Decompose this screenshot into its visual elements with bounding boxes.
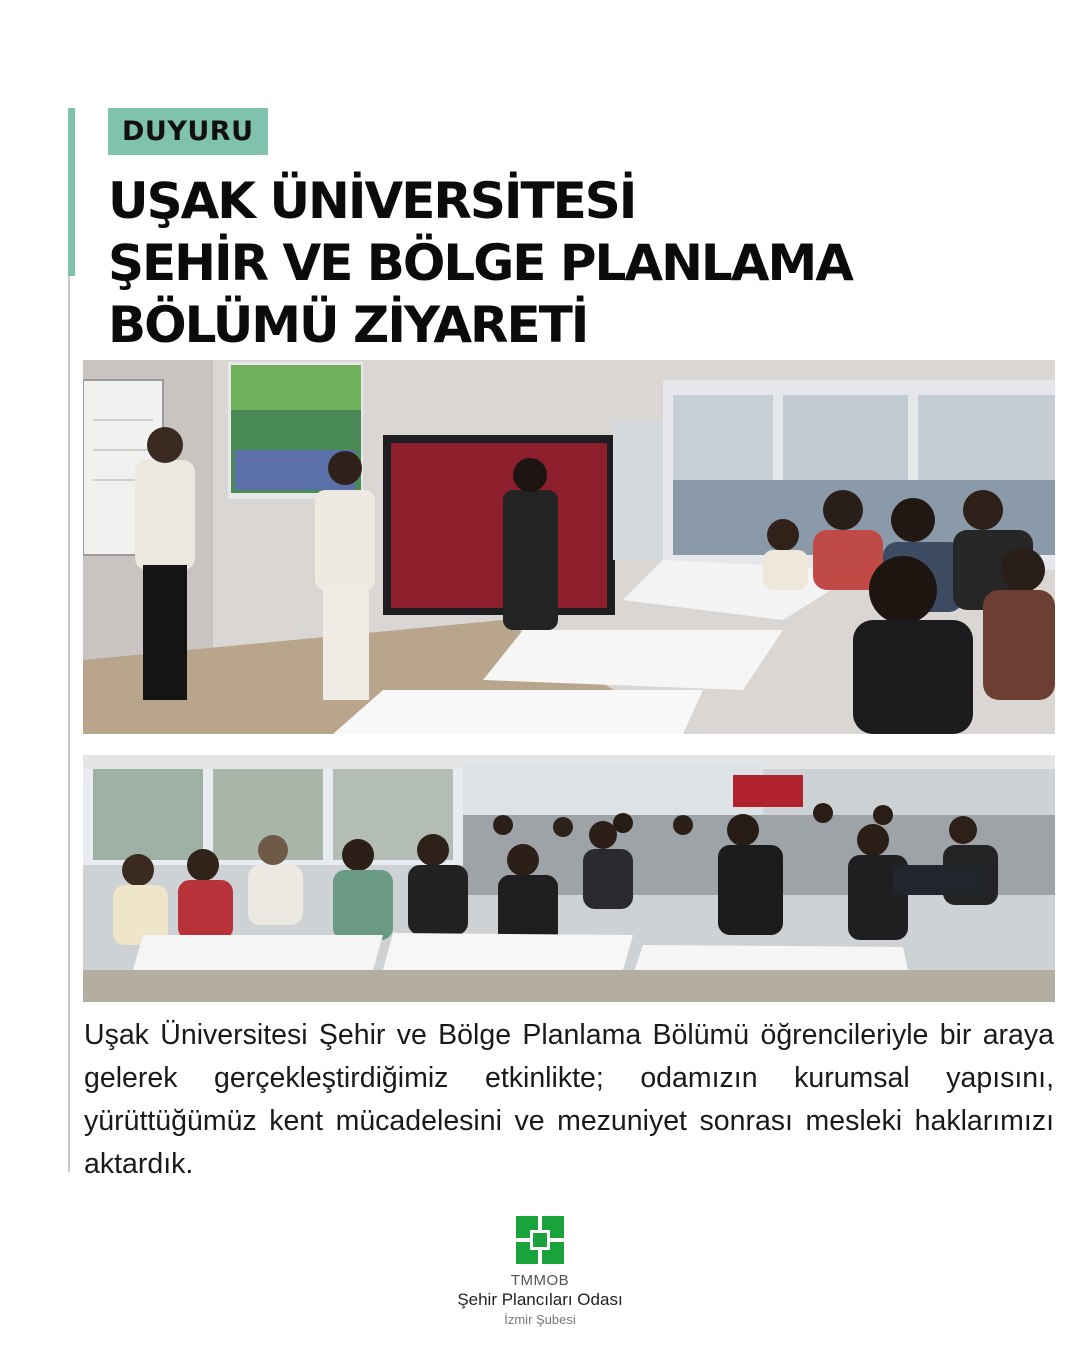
side-divider-line <box>68 276 70 1172</box>
page-title <box>108 170 1008 356</box>
announcement-body: Uşak Üniversitesi Şehir ve Bölge Planlama Bölümü öğrencileriyle bir araya gelerek gerçekleştirdiğimiz etkinlikte; odamızın kurumsal yapısını, yürüttüğümüz kent mücadelesini ve mezuniyet sonrası mesleki haklarımızı aktardık. <box>84 1019 1054 1180</box>
logo-org-short: TMMOB <box>510 1272 570 1289</box>
title-line-3: BÖLÜMÜ ZİYARETİ <box>108 296 588 354</box>
title-line-2: ŞEHİR VE BÖLGE PLANLAMA <box>108 234 852 292</box>
announcement-tag: DUYURU <box>108 108 268 155</box>
event-photo-audience <box>83 755 1055 1002</box>
title-line-1: UŞAK ÜNİVERSİTESİ <box>108 172 636 230</box>
accent-bar <box>68 108 75 276</box>
logo-branch: İzmir Şubesi <box>504 1312 576 1327</box>
event-photo-presentation <box>83 360 1055 734</box>
logo-org-name: Şehir Plancıları Odası <box>457 1290 623 1309</box>
tmmob-logo <box>400 1216 680 1327</box>
logo-mark-icon <box>516 1216 564 1264</box>
